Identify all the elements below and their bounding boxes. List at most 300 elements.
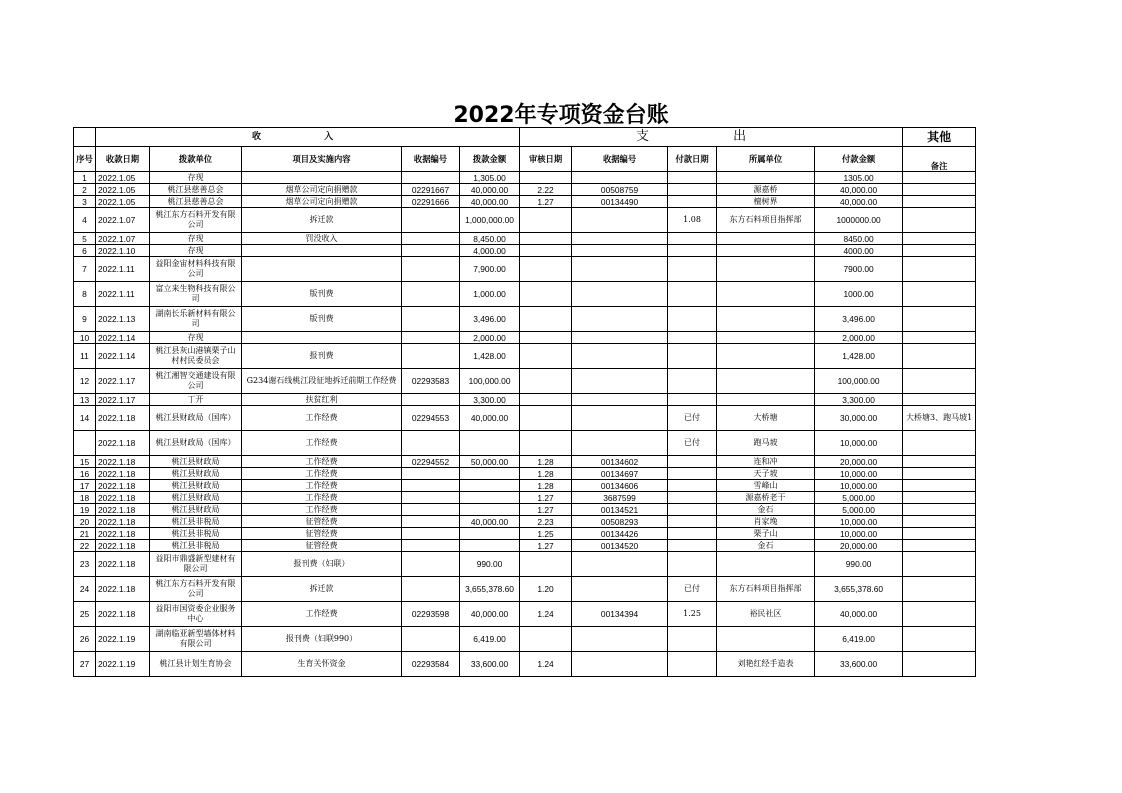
- cell-unit: [717, 394, 815, 406]
- cell-pay-date: [668, 528, 717, 540]
- cell-audit: [520, 257, 572, 282]
- cell-audit: [520, 431, 572, 456]
- table-row: [74, 528, 976, 540]
- cell-unit: 源嘉桥: [717, 184, 815, 196]
- cell-pay-amount: 2,000.00: [815, 332, 903, 344]
- cell-seq: 12: [74, 369, 96, 394]
- cell-remark: [903, 627, 976, 652]
- cell-receipt: [402, 492, 460, 504]
- cell-receipt: 02293584: [402, 652, 460, 677]
- cell-audit: [520, 332, 572, 344]
- cell-amount: 33,600.00: [460, 652, 520, 677]
- table-row: [74, 184, 976, 196]
- cell-pay-amount: 5,000.00: [815, 492, 903, 504]
- cell-pay-date: [668, 468, 717, 480]
- table-row: [74, 196, 976, 208]
- cell-project: 征管经费: [242, 528, 402, 540]
- table-row: [74, 257, 976, 282]
- cell-receipt: [402, 208, 460, 233]
- cell-pay-date: [668, 196, 717, 208]
- table-row: [74, 369, 976, 394]
- cell-seq: 7: [74, 257, 96, 282]
- cell-remark: [903, 282, 976, 307]
- cell-project: 拆迁款: [242, 208, 402, 233]
- cell-pay-amount: 1,428.00: [815, 344, 903, 369]
- cell-project: G234谢石线桃江段征地拆迁前期工作经费: [242, 369, 402, 394]
- cell-receipt2: [572, 627, 668, 652]
- cell-seq: 1: [74, 172, 96, 184]
- cell-audit: 1.24: [520, 602, 572, 627]
- cell-unit: [717, 245, 815, 257]
- cell-receipt2: [572, 257, 668, 282]
- cell-date: 2022.1.14: [96, 332, 150, 344]
- cell-seq: [74, 431, 96, 456]
- cell-pay-date: [668, 233, 717, 245]
- corner-cell: [74, 128, 96, 147]
- cell-date: 2022.1.11: [96, 257, 150, 282]
- cell-amount: 3,496.00: [460, 307, 520, 332]
- cell-receipt2: 3687599: [572, 492, 668, 504]
- cell-date: 2022.1.18: [96, 480, 150, 492]
- cell-project: 征管经费: [242, 516, 402, 528]
- cell-unit: 檀树界: [717, 196, 815, 208]
- cell-amount: 40,000.00: [460, 184, 520, 196]
- cell-audit: [520, 172, 572, 184]
- col-pay-date: 付款日期: [668, 147, 717, 172]
- cell-project: 工作经费: [242, 480, 402, 492]
- cell-receipt2: [572, 344, 668, 369]
- cell-pay-amount: 40,000.00: [815, 184, 903, 196]
- cell-date: 2022.1.17: [96, 369, 150, 394]
- cell-date: 2022.1.19: [96, 652, 150, 677]
- cell-unit: 东方石料项目指挥部: [717, 577, 815, 602]
- cell-unit: 大桥塘: [717, 406, 815, 431]
- cell-project: 工作经费: [242, 456, 402, 468]
- cell-pay-amount: 4000.00: [815, 245, 903, 257]
- cell-project: 工作经费: [242, 406, 402, 431]
- cell-receipt: [402, 504, 460, 516]
- cell-seq: 6: [74, 245, 96, 257]
- cell-date: 2022.1.18: [96, 516, 150, 528]
- cell-remark: [903, 602, 976, 627]
- cell-amount: 6,419.00: [460, 627, 520, 652]
- cell-seq: 22: [74, 540, 96, 552]
- cell-remark: [903, 540, 976, 552]
- cell-date: 2022.1.18: [96, 577, 150, 602]
- cell-project: 扶贫红利: [242, 394, 402, 406]
- table-row: [74, 552, 976, 577]
- cell-audit: 1.25: [520, 528, 572, 540]
- cell-pay-amount: 3,300.00: [815, 394, 903, 406]
- cell-seq: 5: [74, 233, 96, 245]
- cell-seq: 15: [74, 456, 96, 468]
- cell-unit: 源嘉桥老干: [717, 492, 815, 504]
- cell-unit: 裕民社区: [717, 602, 815, 627]
- table-row: [74, 332, 976, 344]
- cell-project: [242, 245, 402, 257]
- cell-amount: [460, 540, 520, 552]
- cell-project: 报刊费（妇联）: [242, 552, 402, 577]
- cell-receipt: [402, 577, 460, 602]
- cell-pay-amount: 5,000.00: [815, 504, 903, 516]
- cell-audit: [520, 406, 572, 431]
- cell-unit: [717, 172, 815, 184]
- cell-pay-date: [668, 652, 717, 677]
- cell-audit: [520, 627, 572, 652]
- table-row: [74, 233, 976, 245]
- cell-audit: 1.28: [520, 468, 572, 480]
- cell-project: 烟草公司定向捐赠款: [242, 196, 402, 208]
- cell-amount: 990.00: [460, 552, 520, 577]
- cell-date: 2022.1.10: [96, 245, 150, 257]
- cell-remark: [903, 652, 976, 677]
- cell-project: 烟草公司定向捐赠款: [242, 184, 402, 196]
- cell-project: 拆迁款: [242, 577, 402, 602]
- cell-remark: [903, 394, 976, 406]
- cell-pay-amount: 8450.00: [815, 233, 903, 245]
- cell-seq: 11: [74, 344, 96, 369]
- cell-remark: [903, 196, 976, 208]
- cell-audit: 1.27: [520, 492, 572, 504]
- cell-receipt2: [572, 172, 668, 184]
- cell-payer: 桃江县财政局: [150, 480, 242, 492]
- cell-audit: [520, 394, 572, 406]
- cell-receipt: 02291666: [402, 196, 460, 208]
- cell-receipt2: [572, 577, 668, 602]
- col-pay-amount: 付款金额: [815, 147, 903, 172]
- cell-seq: 26: [74, 627, 96, 652]
- cell-audit: 1.28: [520, 456, 572, 468]
- cell-unit: [717, 233, 815, 245]
- cell-remark: [903, 492, 976, 504]
- page-title: 2022年专项资金台账: [453, 103, 669, 128]
- cell-remark: [903, 233, 976, 245]
- cell-pay-amount: 10,000.00: [815, 468, 903, 480]
- table-row: [74, 172, 976, 184]
- col-receipt-no-2: 收据编号: [572, 147, 668, 172]
- cell-date: 2022.1.05: [96, 172, 150, 184]
- cell-date: 2022.1.18: [96, 602, 150, 627]
- col-amount: 拨款金额: [460, 147, 520, 172]
- cell-amount: [460, 431, 520, 456]
- cell-remark: [903, 344, 976, 369]
- cell-date: 2022.1.17: [96, 394, 150, 406]
- cell-receipt2: 00508293: [572, 516, 668, 528]
- cell-pay-amount: 6,419.00: [815, 627, 903, 652]
- table-row: [74, 652, 976, 677]
- cell-pay-date: [668, 257, 717, 282]
- cell-payer: 益阳市鼎盛新型建材有限公司: [150, 552, 242, 577]
- cell-audit: 1.24: [520, 652, 572, 677]
- cell-pay-amount: 7900.00: [815, 257, 903, 282]
- cell-amount: 1,000,000.00: [460, 208, 520, 233]
- cell-receipt2: 00134520: [572, 540, 668, 552]
- cell-seq: 27: [74, 652, 96, 677]
- cell-date: 2022.1.18: [96, 406, 150, 431]
- cell-pay-amount: 33,600.00: [815, 652, 903, 677]
- cell-seq: 3: [74, 196, 96, 208]
- cell-pay-amount: 1000000.00: [815, 208, 903, 233]
- table-row: [74, 406, 976, 431]
- cell-audit: [520, 208, 572, 233]
- cell-amount: 40,000.00: [460, 406, 520, 431]
- cell-amount: 50,000.00: [460, 456, 520, 468]
- cell-pay-date: [668, 369, 717, 394]
- cell-unit: [717, 332, 815, 344]
- col-unit: 所属单位: [717, 147, 815, 172]
- cell-date: 2022.1.18: [96, 504, 150, 516]
- cell-remark: [903, 516, 976, 528]
- cell-project: 版刊费: [242, 282, 402, 307]
- cell-project: 版刊费: [242, 307, 402, 332]
- cell-receipt: [402, 394, 460, 406]
- cell-unit: 栗子山: [717, 528, 815, 540]
- cell-date: 2022.1.07: [96, 208, 150, 233]
- cell-unit: 东方石料项目指挥部: [717, 208, 815, 233]
- table-row: [74, 456, 976, 468]
- other-section-header: 其他: [903, 128, 976, 147]
- cell-amount: 3,655,378.60: [460, 577, 520, 602]
- cell-audit: [520, 245, 572, 257]
- income-section-header: 收 入: [96, 128, 520, 147]
- cell-remark: [903, 456, 976, 468]
- cell-audit: 1.27: [520, 540, 572, 552]
- cell-pay-date: [668, 282, 717, 307]
- col-seq: 序号: [74, 147, 96, 172]
- cell-project: 征管经费: [242, 540, 402, 552]
- cell-receipt: [402, 627, 460, 652]
- cell-project: [242, 332, 402, 344]
- cell-pay-amount: 30,000.00: [815, 406, 903, 431]
- col-project: 项目及实施内容: [242, 147, 402, 172]
- cell-remark: [903, 480, 976, 492]
- cell-receipt: [402, 480, 460, 492]
- cell-audit: 2.23: [520, 516, 572, 528]
- cell-receipt: [402, 344, 460, 369]
- col-payer: 拨款单位: [150, 147, 242, 172]
- cell-unit: 连和冲: [717, 456, 815, 468]
- cell-unit: 金石: [717, 540, 815, 552]
- cell-project: [242, 257, 402, 282]
- cell-audit: 2.22: [520, 184, 572, 196]
- cell-receipt: [402, 332, 460, 344]
- cell-receipt2: 00508759: [572, 184, 668, 196]
- cell-receipt: 02291667: [402, 184, 460, 196]
- cell-payer: 桃江县财政局: [150, 468, 242, 480]
- expense-section-header: 支 出: [520, 128, 903, 147]
- cell-remark: [903, 257, 976, 282]
- cell-amount: 7,900.00: [460, 257, 520, 282]
- cell-amount: 3,300.00: [460, 394, 520, 406]
- cell-pay-amount: 10,000.00: [815, 528, 903, 540]
- table-row: [74, 602, 976, 627]
- cell-remark: [903, 172, 976, 184]
- cell-receipt: [402, 516, 460, 528]
- cell-payer: 桃江县财政局（国库）: [150, 406, 242, 431]
- table-row: [74, 394, 976, 406]
- cell-remark: [903, 504, 976, 516]
- cell-audit: [520, 233, 572, 245]
- cell-receipt2: [572, 652, 668, 677]
- cell-remark: [903, 577, 976, 602]
- cell-unit: [717, 552, 815, 577]
- cell-receipt: [402, 528, 460, 540]
- col-receipt-no: 收据编号: [402, 147, 460, 172]
- cell-amount: 2,000.00: [460, 332, 520, 344]
- cell-unit: 刘艳红经手造表: [717, 652, 815, 677]
- cell-seq: 17: [74, 480, 96, 492]
- table-row: [74, 468, 976, 480]
- cell-seq: 13: [74, 394, 96, 406]
- cell-date: 2022.1.18: [96, 431, 150, 456]
- cell-date: 2022.1.18: [96, 468, 150, 480]
- cell-amount: [460, 480, 520, 492]
- cell-pay-date: [668, 245, 717, 257]
- table-row: [74, 516, 976, 528]
- cell-date: 2022.1.18: [96, 540, 150, 552]
- cell-receipt2: [572, 552, 668, 577]
- cell-receipt: [402, 468, 460, 480]
- cell-payer: 益阳金宙材料科技有限公司: [150, 257, 242, 282]
- cell-payer: 桃江县灰山港镇栗子山村村民委员会: [150, 344, 242, 369]
- cell-receipt2: 00134490: [572, 196, 668, 208]
- cell-payer: 桃江县慈善总会: [150, 184, 242, 196]
- cell-receipt2: 00134426: [572, 528, 668, 540]
- cell-receipt: 02294553: [402, 406, 460, 431]
- cell-audit: 1.28: [520, 480, 572, 492]
- cell-receipt: [402, 245, 460, 257]
- cell-seq: 25: [74, 602, 96, 627]
- cell-receipt2: [572, 332, 668, 344]
- cell-date: 2022.1.18: [96, 528, 150, 540]
- cell-pay-date: 1.08: [668, 208, 717, 233]
- cell-receipt2: 00134606: [572, 480, 668, 492]
- cell-payer: 桃江东方石料开发有限公司: [150, 577, 242, 602]
- cell-payer: 桃江县慈善总会: [150, 196, 242, 208]
- cell-seq: 24: [74, 577, 96, 602]
- cell-payer: 桃江县财政局: [150, 492, 242, 504]
- cell-seq: 20: [74, 516, 96, 528]
- cell-unit: 天子坡: [717, 468, 815, 480]
- cell-remark: [903, 468, 976, 480]
- cell-audit: [520, 344, 572, 369]
- cell-payer: 益阳市国资委企业服务中心: [150, 602, 242, 627]
- cell-seq: 9: [74, 307, 96, 332]
- cell-remark: [903, 431, 976, 456]
- cell-seq: 8: [74, 282, 96, 307]
- cell-project: [242, 172, 402, 184]
- cell-receipt: [402, 172, 460, 184]
- cell-date: 2022.1.05: [96, 184, 150, 196]
- cell-date: 2022.1.13: [96, 307, 150, 332]
- table-row: [74, 492, 976, 504]
- cell-receipt2: 00134697: [572, 468, 668, 480]
- cell-pay-date: [668, 307, 717, 332]
- cell-remark: [903, 208, 976, 233]
- cell-audit: 1.20: [520, 577, 572, 602]
- cell-pay-date: [668, 332, 717, 344]
- cell-amount: 8,450.00: [460, 233, 520, 245]
- cell-project: 报刊费: [242, 344, 402, 369]
- cell-pay-date: [668, 184, 717, 196]
- cell-payer: 湖南长乐新材料有限公司: [150, 307, 242, 332]
- cell-pay-date: [668, 456, 717, 468]
- cell-unit: [717, 257, 815, 282]
- cell-pay-amount: 10,000.00: [815, 431, 903, 456]
- cell-pay-date: 已付: [668, 406, 717, 431]
- cell-receipt2: [572, 282, 668, 307]
- cell-seq: 21: [74, 528, 96, 540]
- cell-payer: 存现: [150, 233, 242, 245]
- cell-unit: [717, 282, 815, 307]
- cell-receipt: [402, 233, 460, 245]
- cell-receipt2: 00134602: [572, 456, 668, 468]
- cell-payer: 丁开: [150, 394, 242, 406]
- table-row: [74, 540, 976, 552]
- cell-project: 工作经费: [242, 468, 402, 480]
- cell-pay-amount: 40,000.00: [815, 196, 903, 208]
- cell-audit: [520, 369, 572, 394]
- cell-remark: [903, 552, 976, 577]
- cell-receipt: 02294552: [402, 456, 460, 468]
- cell-payer: 桃江县非税局: [150, 528, 242, 540]
- cell-seq: 19: [74, 504, 96, 516]
- cell-date: 2022.1.18: [96, 492, 150, 504]
- cell-receipt2: 00134521: [572, 504, 668, 516]
- cell-pay-amount: 20,000.00: [815, 456, 903, 468]
- table-row: [74, 245, 976, 257]
- cell-receipt2: [572, 233, 668, 245]
- cell-pay-date: [668, 492, 717, 504]
- cell-payer: 富立来生物科技有限公司: [150, 282, 242, 307]
- cell-pay-amount: 10,000.00: [815, 516, 903, 528]
- cell-seq: 14: [74, 406, 96, 431]
- cell-payer: 存现: [150, 172, 242, 184]
- cell-amount: [460, 468, 520, 480]
- cell-pay-date: [668, 394, 717, 406]
- cell-pay-amount: 10,000.00: [815, 480, 903, 492]
- col-remark: 备注: [903, 147, 976, 172]
- cell-unit: [717, 307, 815, 332]
- table-row: [74, 577, 976, 602]
- cell-receipt2: [572, 245, 668, 257]
- cell-pay-date: [668, 504, 717, 516]
- cell-receipt: [402, 307, 460, 332]
- cell-pay-date: [668, 172, 717, 184]
- cell-seq: 16: [74, 468, 96, 480]
- cell-pay-amount: 3,655,378.60: [815, 577, 903, 602]
- cell-receipt2: [572, 431, 668, 456]
- cell-receipt: [402, 552, 460, 577]
- cell-project: 工作经费: [242, 492, 402, 504]
- cell-project: 生育关怀资金: [242, 652, 402, 677]
- cell-pay-date: [668, 516, 717, 528]
- cell-remark: [903, 245, 976, 257]
- cell-seq: 2: [74, 184, 96, 196]
- cell-payer: 桃江县非税局: [150, 516, 242, 528]
- cell-pay-date: 1.25: [668, 602, 717, 627]
- ledger-table: [73, 127, 976, 677]
- table-row: [74, 307, 976, 332]
- cell-date: 2022.1.07: [96, 233, 150, 245]
- cell-receipt2: [572, 369, 668, 394]
- cell-amount: 1,305.00: [460, 172, 520, 184]
- cell-unit: 跑马坡: [717, 431, 815, 456]
- cell-seq: 23: [74, 552, 96, 577]
- cell-remark: [903, 307, 976, 332]
- cell-pay-date: 已付: [668, 431, 717, 456]
- cell-payer: 桃江县财政局: [150, 456, 242, 468]
